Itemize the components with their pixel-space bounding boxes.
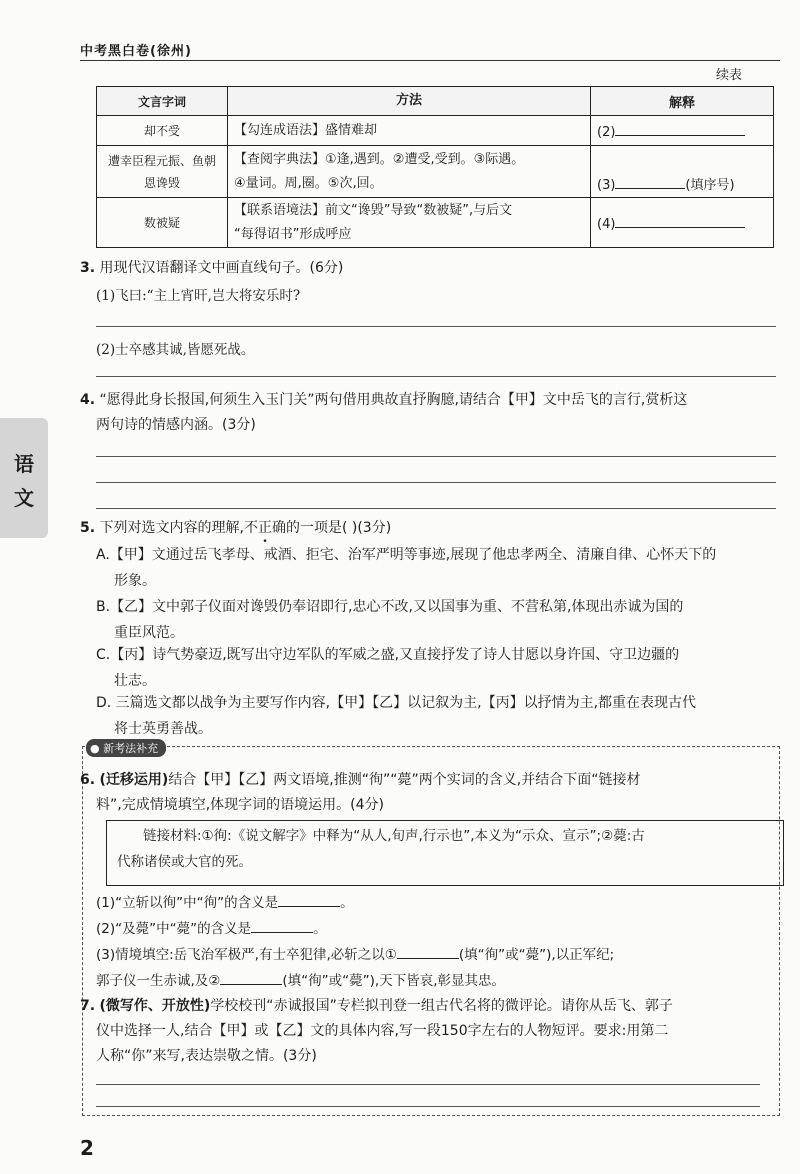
answer-hint: (填序号) xyxy=(685,178,735,193)
question-tag: (微写作、开放性) xyxy=(99,998,211,1014)
answer-line[interactable] xyxy=(96,508,776,509)
answer-blank[interactable] xyxy=(615,121,745,136)
subject-tab xyxy=(0,418,48,538)
answer-line[interactable] xyxy=(96,326,776,327)
table-header-row xyxy=(97,87,774,116)
question-7 xyxy=(80,994,770,1069)
table-cell-word: 却不受 xyxy=(97,116,228,146)
q6-sub-2 xyxy=(96,916,327,942)
fill-blank[interactable] xyxy=(397,944,459,959)
badge-label: 新考法补充 xyxy=(103,742,159,755)
header-rule xyxy=(80,60,780,61)
question-text: 两句诗的情感内涵。(3分) xyxy=(96,417,256,433)
emphasized-word: 不正确 xyxy=(243,520,286,536)
question-4 xyxy=(80,388,780,438)
sub-question-text: (填“徇”或“薨”),天下皆哀,彰显其忠。 xyxy=(282,973,505,989)
q6-sub-1 xyxy=(96,890,354,916)
question-text: 的一项是( )(3分) xyxy=(285,520,392,536)
q3-sentence-2: (2)士卒感其诚,皆愿死战。 xyxy=(96,342,255,358)
option-b[interactable] xyxy=(96,594,776,646)
question-5 xyxy=(80,516,391,541)
table-cell-word: 遭幸臣程元振、鱼朝恩谗毁 xyxy=(97,146,228,198)
answer-line[interactable] xyxy=(96,482,776,483)
sub-question-text: 郭子仪一生赤诚,及② xyxy=(96,973,221,989)
option-c[interactable] xyxy=(96,642,776,694)
new-method-badge xyxy=(86,739,166,757)
link-material-text: 代称诸侯或大官的死。 xyxy=(117,854,252,870)
answer-line[interactable] xyxy=(96,1106,760,1107)
question-text: “愿得此身长报国,何须生入玉门关”两句借用典故直抒胸臆,请结合【甲】文中岳飞的言行,赏析这 xyxy=(99,392,688,408)
subject-tab-char: 文 xyxy=(14,486,34,510)
question-number: 7. xyxy=(80,998,96,1014)
fill-blank[interactable] xyxy=(278,892,340,907)
table-cell-method: 【勾连成语法】盛情难却 xyxy=(228,116,591,146)
answer-label: (4) xyxy=(597,217,616,232)
answer-label: (3) xyxy=(597,178,616,193)
question-3 xyxy=(80,256,343,281)
question-number: 5. xyxy=(80,520,96,536)
option-text: C.【丙】诗气势豪迈,既写出守边军队的军威之盛,又直接抒发了诗人甘愿以身许国、守卫边疆的 xyxy=(96,647,680,663)
method-line: “每得诏书”形成呼应 xyxy=(234,226,352,242)
question-text: 学校校刊“赤诚报国”专栏拟刊登一组古代名将的微评论。请你从岳飞、郭子 xyxy=(210,998,673,1014)
option-text: A.【甲】文通过岳飞孝母、戒酒、拒宅、治军严明等事迹,展现了他忠孝两全、清廉自律、心怀天下的 xyxy=(96,547,717,563)
table-cell-answer xyxy=(591,198,774,248)
answer-blank[interactable] xyxy=(615,174,685,189)
table-cell-method xyxy=(228,146,591,198)
answer-line[interactable] xyxy=(96,456,776,457)
table-row xyxy=(97,198,774,248)
question-number: 3. xyxy=(80,260,96,276)
question-text: 料”,完成情境填空,体现字词的语境运用。(4分) xyxy=(96,797,384,813)
page-number: 2 xyxy=(80,1136,94,1160)
link-material-text: 链接材料:①徇:《说文解字》中释为“从人,旬声,行示也”,本义为“示众、宣示”;②薨:古 xyxy=(143,828,645,844)
q6-sub-3-cont xyxy=(96,968,505,994)
table-row xyxy=(97,146,774,198)
table-cell-method xyxy=(228,198,591,248)
answer-blank[interactable] xyxy=(615,213,745,228)
option-a[interactable] xyxy=(96,542,776,594)
answer-line[interactable] xyxy=(96,376,776,377)
pin-icon: ● xyxy=(90,742,104,755)
emphasis-text xyxy=(244,520,286,536)
question-number: 4. xyxy=(80,392,96,408)
sub-question-text: (2)“及薨”中“薨”的含义是 xyxy=(96,921,252,937)
table-row xyxy=(97,116,774,146)
method-line: 【查阅字典法】①逢,遇到。②遭受,受到。③际遇。 xyxy=(234,151,525,167)
table-header: 文言字词 xyxy=(97,87,228,116)
method-line: ④量词。周,圈。⑤次,回。 xyxy=(234,175,383,191)
header-title: 中考黑白卷(徐州) xyxy=(80,44,192,59)
question-number: 6. xyxy=(80,772,96,788)
table-header: 解释 xyxy=(591,87,774,116)
link-material-box xyxy=(106,820,784,886)
sub-question-text: 。 xyxy=(313,921,327,937)
method-line: 【联系语境法】前文“谗毁”导致“数被疑”,与后文 xyxy=(234,202,513,218)
option-text: D. 三篇选文都以战争为主要写作内容,【甲】【乙】以记叙为主,【丙】以抒情为主,都重在表现古代 xyxy=(96,695,697,711)
sub-question-text: (3)情境填空:岳飞治军极严,有士卒犯律,必斩之以① xyxy=(96,947,397,963)
question-text: 下列对选文内容的理解, xyxy=(99,520,244,536)
q3-sentence-1: (1)飞曰:“主上宵旰,岂大将安乐时? xyxy=(96,288,301,304)
table-cell-answer xyxy=(591,116,774,146)
sub-question-text: (1)“立斩以徇”中“徇”的含义是 xyxy=(96,895,279,911)
option-text: 重臣风范。 xyxy=(114,625,184,641)
vocab-table xyxy=(96,86,774,248)
question-text: 结合【甲】【乙】两文语境,推测“徇”“薨”两个实词的含义,并结合下面“链接材 xyxy=(168,772,641,788)
fill-blank[interactable] xyxy=(220,970,282,985)
question-text: 仪中选择一人,结合【甲】或【乙】文的具体内容,写一段150字左右的人物短评。要求:用第二 xyxy=(96,1023,669,1039)
continued-label: 续表 xyxy=(716,68,743,83)
question-6 xyxy=(80,768,770,818)
question-text: 用现代汉语翻译文中画直线句子。(6分) xyxy=(99,260,344,276)
option-text: 壮志。 xyxy=(114,673,156,689)
table-header: 方法 xyxy=(228,87,591,116)
option-text: 形象。 xyxy=(114,573,156,589)
sub-question-text: 。 xyxy=(340,895,354,911)
question-tag: (迁移运用) xyxy=(99,772,169,788)
option-text: B.【乙】文中郭子仪面对谗毁仍奉诏即行,忠心不改,又以国事为重、不营私第,体现出赤诚为国的 xyxy=(96,599,684,615)
table-cell-word: 数被疑 xyxy=(97,198,228,248)
answer-line[interactable] xyxy=(96,1084,760,1085)
option-text: 将士英勇善战。 xyxy=(114,721,212,737)
fill-blank[interactable] xyxy=(251,918,313,933)
subject-tab-char: 语 xyxy=(14,452,34,476)
question-text: 人称“你”来写,表达崇敬之情。(3分) xyxy=(96,1048,317,1064)
answer-label: (2) xyxy=(597,125,616,140)
q6-sub-3 xyxy=(96,942,614,968)
option-d[interactable] xyxy=(96,690,776,742)
sub-question-text: (填“徇”或“薨”),以正军纪; xyxy=(458,947,615,963)
table-cell-answer xyxy=(591,146,774,198)
